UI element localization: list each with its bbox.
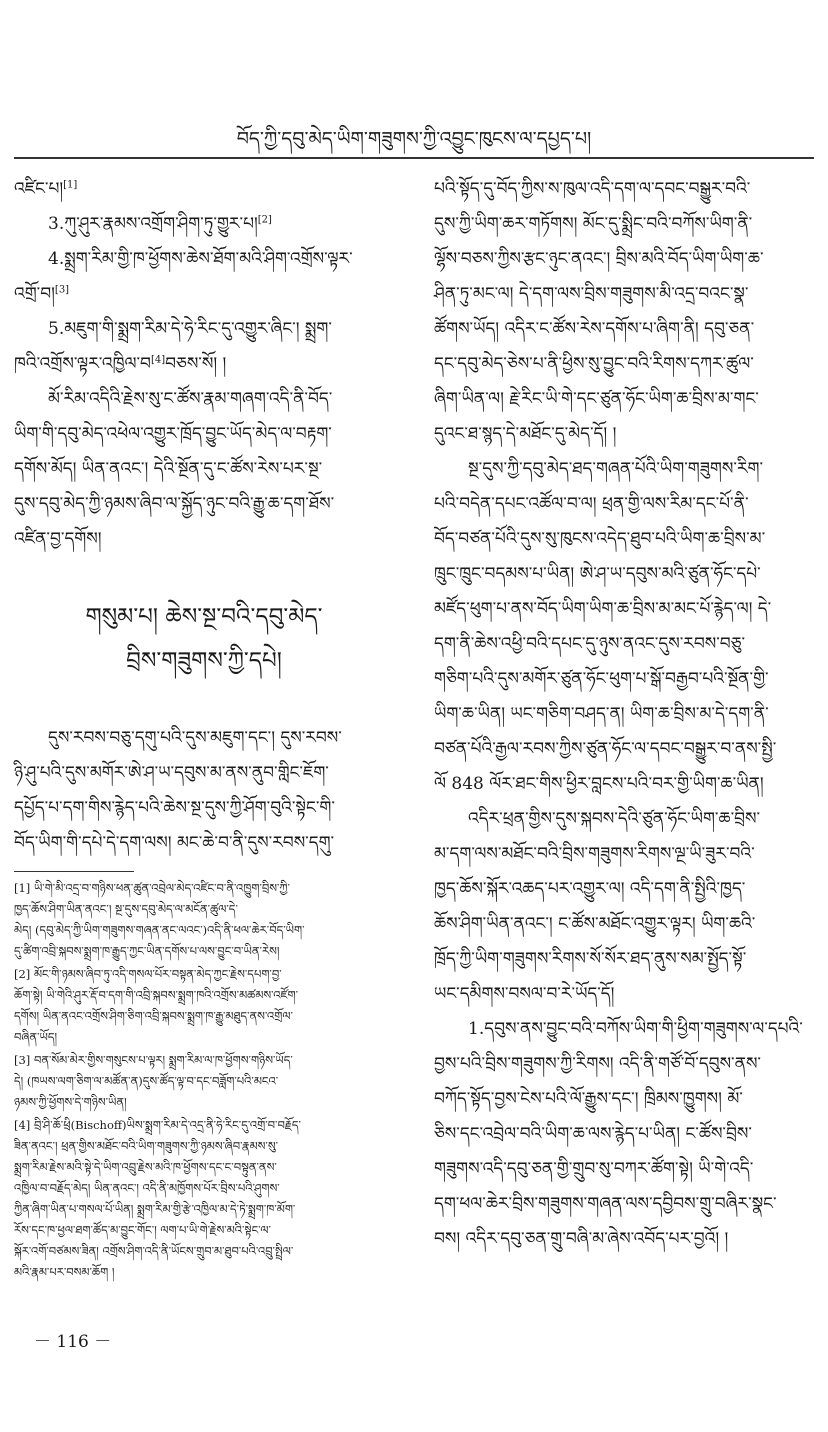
list-item: 1.དབུས་ནས་བྱུང་བའི་བཀོས་ཡིག་གི་ཕྱིག་གཟུགས་ལ་དཔའི་ བྱས་པའི་བྲིས་གཟུགས་ཀྱི་རིགས། འདི་ནི་གཙོ་བོ་དབུས་ནས་ བཀོད་སྟོད་བྱས་ངེས་པའི་ལོ་རྒྱུས་དང་། ཁྲིམས་ཁྱུགས། མོ་ ཅིས་དང་འབྲེལ་བའི་ཡིག་ཆ་ལས་རྙེད་པ་ཡིན། ང་ཚོས་བྲིས་ གཟུགས་འདི་དབུ་ཅན་གྱི་གྲུབ་སུ་བཀར་ཚོག་སྟེ། ཡི་གེ་འདི་ དག་ཕལ་ཆེར་བྲིས་གཟུགས་གཞན་ལས་དབྱིབས་གྲུ་བཞིར་སྣང་ བས། འདིར་དབུ་ཅན་གྲུ་བཞི་མ་ཞེས་འབོད་པར་བྱའོ། །: [434, 1019, 803, 1249]
footnote: [4] བྲི་ཤི་ཆོ་ཕྲི(Bischoff)ཡིས་སྨྲག་རིམ་དེ་འདྲ་ནི་ཧེ་རིང་དུ་འགྲོ་བ་བརྗོད་ ཟིན་ནའང་། ཕྲན་གྱིས་མཐོང་བའི་ཡིག་གཟུགས་ཀྱི་ཉམས་ཞིབ་རྣམས་སུ་ སྨྲག་རིམ་རྗེས་མའི་སྟེ་དེ་ཡིག་འབྲུ་རྗེས་མའི་ཁ་ཕྱོགས་དང་ང་བསྟུན་ནས་ འཁྱིལ་བ་བརྗོད་མེད། ཡིན་ནའང་། འདི་ནི་མཁྱོགས་པོར་བྲིས་པའི་ཤུགས་ ཀྱིན་ཞིག་ཡིན་པ་གསལ་པོ་ཡིན། སྨྲག་རིམ་གྱི་རྩེ་འཁྱིལ་མ་དེ་ཏེ་སྨྲག་ཁ་མོག་ རོས་དང་ཁ་ཕྱལ་ཐག་ཚོད་མ་བྱུང་གོང་། ལག་པ་ཡི་གེ་རྗེས་མའི་སྟེང་ལ་ སྐོར་འགོ་བཙམས་ཟིན། འགྲོས་ཤིག་འདི་ནི་ཡོངས་གྲུབ་མ་ཐུབ་པའི་འབྲུ་སྤྲིལ་ མའི་རྣམ་པར་བསམ་ཆོག །: [14, 1118, 301, 1279]
paragraph: འཛིང་པ།[1]: [14, 179, 78, 199]
page-number: － 116 －: [34, 1332, 112, 1352]
right-column: [434, 172, 818, 1257]
running-header: བོད་ཀྱི་དབུ་མེད་ཡིག་གཟུགས་ཀྱི་འབྱུང་ཁུངས་ལ་དཔྱད་པ།: [236, 128, 592, 150]
footnote-ref[interactable]: [2]: [257, 214, 272, 226]
left-column: [14, 172, 394, 1285]
paragraph: འདིར་ཕྲན་གྱིས་དུས་སྐབས་དེའི་ཙུན་ཧོང་ཡིག་ཆ་བྲིས་ མ་དག་ལས་མཐོང་བའི་བྲིས་གཟུགས་རིགས་ལྔ་ཡི་ཟུར་བའི་ ཁྱད་ཆོས་སྐོར་འཆད་པར་འགྱུར་ལ། འདི་དག་ནི་སྤྱིའི་ཁྱད་ ཆོས་ཤིག་ཡིན་ནའང་། ང་ཚོས་མཐོང་འགྱུར་ལྟར། ཡིག་ཆའི་ ཁྲོད་ཀྱི་ཡིག་གཟུགས་རིགས་སོ་སོར་ཐད་ནུས་སམ་སྤྱོད་སྟོ་ ཡང་དམིགས་བསལ་བ་རེ་ཡོད་དོ།: [434, 809, 761, 1004]
header-rule: [14, 157, 814, 159]
list-item: 3.ཀུ་ཤུར་རྣམས་འགྲོག་ཤིག་ཏུ་གྱུར་པ།[2]: [48, 214, 272, 234]
footnote-rule: [14, 871, 134, 872]
footnote: [1] ཡི་གེ་མི་འདྲ་བ་གཉིས་ཕན་ཚུན་འབྲེལ་མེད་འཛིང་བ་ནི་འཁྱུག་བྲིས་ཀྱི་ ཁྱད་ཆོས་ཤིག་ཡིན་ནའང་། སྔ་དུས་དབུ་མེད་ལ་མངོན་ཚུལ་དེ་ མེད། (དབུ་མེད་ཀྱི་ཡིག་གཟུགས་གཞན་ནང་ལའང་)འདི་ནི་ཕལ་ཆེར་བོད་ཡིག་ དུ་ཚིག་འབྲི་སྐབས་སྨྲག་ཁ་རྒྱུད་ཀྱང་ཡིན་དགོས་པ་ལས་བྱུང་བ་ཡིན་རེས།: [14, 881, 305, 958]
paragraph: མོ་རིམ་འདིའི་རྗེས་སུ་ང་ཚོས་རྣམ་གཞག་འདི་ནི་བོད་ ཡིག་གི་དབུ་མེད་འཕེལ་འགྱུར་ཁྲོད་བྱུང་ཡོད་མེད་ལ་བརྟག་ དགོས་མོད། ཡིན་ནའང་། དེའི་སྔོན་དུ་ང་ཚོས་རེས་པར་སྔ་ དུས་དབུ་མེད་ཀྱི་ཉམས་ཞིབ་ལ་སྐྱོད་ཉུང་བའི་རྒྱུ་ཆ་དག་ཐོས་ འཛིན་བྱ་དགོས།: [14, 389, 335, 549]
section-heading: གསུམ་པ། ཆེས་སྔ་བའི་དབུ་མེད་ བྲིས་གཟུགས་ཀྱི་དཔེ།: [85, 604, 323, 674]
footnote-ref[interactable]: [1]: [63, 179, 78, 191]
footnote: [2] མོང་གི་ཉམས་ཞིབ་ཏུ་འདི་གསལ་པོར་བསྟན་མེད་ཀྱང་རྗེས་དཔག་བྱ་ ཆོག་སྟེ། ཡི་གེའི་ཤུར་རྡོ་བ་དག་གི་འབྲི་སྐབས་སྨྲག་ཁའི་འགྲོས་མཚམས་འཛོག་ དགོས། ཡིན་ནའང་འགྲོས་ཤིག་ཅིག་འབྲི་སྐབས་སྨྲག་ཁ་རྒྱུ་མཐུད་ནས་འགྲོལ་ བཞིན་ཡོད།: [14, 967, 299, 1044]
paragraph: པའི་སྟོད་དུ་བོད་ཀྱིས་ས་ཁུལ་འདི་དག་ལ་དབང་བསྒྱུར་བའི་ དུས་ཀྱི་ཡིག་ཆར་གཏོགས། མོང་དུ་སྨྲིང་བའི་བཀོས་ཡིག་ནི་ ལྷོས་བཅས་ཀྱིས་རྩང་ཉུང་ནའང་། བྲིས་མའི་བོད་ཡིག་ཡིག་ཆ་ ཤིན་ཏུ་མང་ལ། དེ་དག་ལས་བྲིས་གཟུགས་མི་འདྲ་བའང་སྣ་ ཚོགས་ཡོད། འདིར་ང་ཚོས་རེས་དགོས་པ་ཞིག་ནི། དབུ་ཅན་ དང་དབུ་མེད་ཅེས་པ་ནི་ཕྱིས་སུ་བྱུང་བའི་རིགས་དཀར་ཚུལ་ ཞིག་ཡིན་ལ། རྗེ་རིང་ཡི་གེ་དང་ཙུན་ཧོང་ཡིག་ཆ་བྲིས་མ་གང་ དུའང་ཐ་སྙད་དེ་མཐོང་དུ་མེད་དོ། །: [434, 179, 764, 444]
footnote-ref[interactable]: [3]: [54, 284, 70, 296]
list-item: 4.སྨྲག་རིམ་གྱི་ཁ་ཕྱོགས་ཆེས་ཐོག་མའི་ཤིག་འགྲོས་ལྟར་ འགྲོ་བ།[3]: [14, 249, 353, 304]
footnote: [3] བན་སོམ་མེར་གྱིས་གསུངས་པ་ལྟར། སྨྲག་རིམ་ལ་ཁ་ཕྱོགས་གཉིས་ཡོད་ དེ། (ཁཡས་ལག་ཅིག་ལ་མཚོན་ན)དུས་ཚོད་ལྟ་བ་དང་བཟློག་པའི་མངའ་ ཉམས་ཀྱི་ཕྱོགས་དེ་གཉིས་ཡིན།: [14, 1053, 293, 1109]
paragraph: དུས་རབས་བཅུ་དགུ་པའི་དུས་མཇུག་དང་། དུས་རབས་ ཉི་ཤུ་པའི་དུས་མགོར་ཨེ་ཤ་ཡ་དབུས་མ་ནས་ནུབ་གླིང་ཇོག་ དཔྱོད་པ་དག་གིས་རྙེད་པའི་ཆེས་སྔ་དུས་ཀྱི་ཤོག་བུའི་སྟེང་གི་ བོད་ཡིག་གི་དཔེ་དེ་དག་ལས། མང་ཆེ་བ་ནི་དུས་རབས་དགུ་: [14, 728, 342, 853]
footnote-ref[interactable]: [4]: [150, 354, 166, 366]
footnotes: [14, 878, 394, 1283]
list-item: 5.མཇུག་གི་སྨྲག་རིམ་དེ་ཧེ་རིང་དུ་འགྱུར་ཞིང་། སྨྲག་ ཁའི་འགྲོས་ལྟར་འཁྱིལ་བ[4]བཅས་སོ། །: [14, 319, 332, 374]
paragraph: སྔ་དུས་ཀྱི་དབུ་མེད་ཐད་གཞན་པོའི་ཡིག་གཟུགས་རིག་ པའི་བདེན་དཔང་འཚོལ་བ་ལ། ཕྲན་གྱི་ལས་རིམ་དང་པོ་ནི་ བོད་བཙན་པོའི་དུས་སུ་ཁུངས་འདེད་ཐུབ་པའི་ཡིག་ཆ་བྲིས་མ་ ཁྲུང་ཁྲུང་བདམས་པ་ཡིན། ཨེ་ཤ་ཡ་དབུས་མའི་ཙུན་ཧོང་དཔེ་ མཛོད་ཕུག་པ་ནས་བོད་ཡིག་ཡིག་ཆ་བྲིས་མ་མང་པོ་རྙེད་ལ། དེ་ དག་ནི་ཆེས་འཕྱི་བའི་དཔང་དུ་ཉུས་ནའང་དུས་རབས་བཅུ་ གཅིག་པའི་དུས་མགོར་ཙུན་ཧོང་ཕུག་པ་སྒོ་བརྒྱབ་པའི་སྔོན་གྱི་ ཡིག་ཆ་ཡིན། ཡང་གཅིག་བཤད་ན། ཡིག་ཆ་བྲིས་མ་དེ་དག་ནི་ བཙན་པོའི་རྒྱལ་རབས་ཀྱིས་ཙུན་ཧོང་ལ་དབང་བསྒྱུར་བ་ནས་སྤྱི་ ལོ 848 ལོར་ཐང་གིས་ཕྱིར་བླངས་པའི་བར་གྱི་ཡིག་ཆ་ཡིན།: [434, 459, 777, 794]
